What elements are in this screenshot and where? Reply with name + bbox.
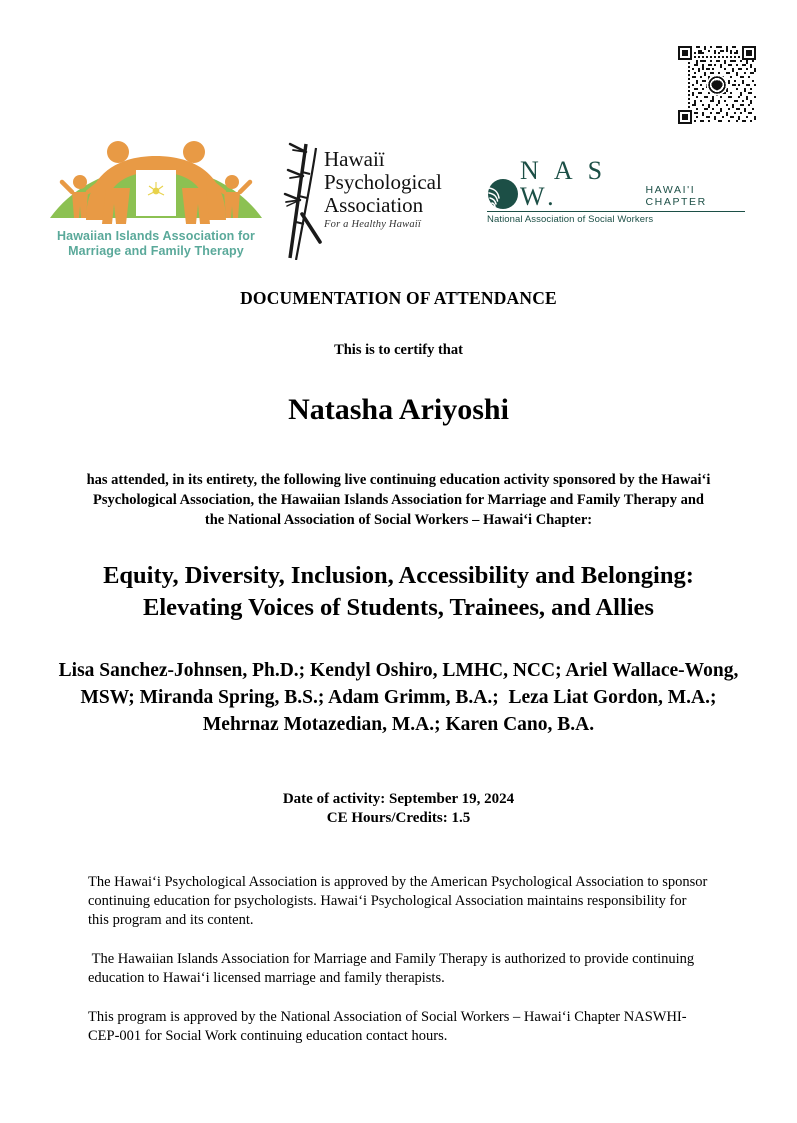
logo-hiamft <box>40 140 272 258</box>
nasw-logo-subtitle: National Association of Social Workers <box>487 214 654 225</box>
ce-hours-credits: CE Hours/Credits: 1.5 <box>326 810 471 826</box>
hpa-logo-line2: Psychological <box>324 170 442 194</box>
nasw-logo-chapter: HAWAI'I CHAPTER <box>645 184 707 208</box>
logo-strip <box>0 138 797 263</box>
page-title: DOCUMENTATION OF ATTENDANCE <box>240 288 557 308</box>
hiamft-logo-text <box>40 229 272 258</box>
hpa-logo-line1: Hawaiï <box>324 147 385 171</box>
certificate-body <box>0 288 797 1046</box>
presenter-list: Lisa Sanchez-Johnsen, Ph.D.; Kendyl Oshiro, LMHC, NCC; Ariel Wallace-Wong, MSW; Miranda Spring, B.S.; Adam Grimm, B.A.; Leza Liat Gordon, M.A.; Mehrnaz Motazedian, M.A.; Karen Cano, B.A. <box>58 660 744 735</box>
hiamft-logo-line2: Marriage and Family Therapy <box>68 243 244 258</box>
hiamft-logo-line1: Hawaiian Islands Association for <box>57 229 255 243</box>
disclaimer-section <box>0 873 797 1046</box>
certify-line: This is to certify that <box>334 342 463 358</box>
logo-nasw <box>487 156 749 225</box>
logo-hpa <box>276 142 466 262</box>
nasw-logo-top <box>487 156 749 211</box>
recipient-name: Natasha Ariyoshi <box>288 393 509 426</box>
date-of-activity: Date of activity: September 19, 2024 <box>282 791 515 807</box>
preamble-text: has attended, in its entirety, the following live continuing education activity sponsored by the Hawaiʻi Psychological Association, the Hawaiian Islands Association for Marriage and Family Therapy and the National Association of Social Workers – Hawaiʻi Chapter: <box>86 472 711 528</box>
hpa-logo-line3: Association <box>324 193 424 217</box>
activity-title: Equity, Diversity, Inclusion, Accessibility and Belonging: Elevating Voices of Students, Trainees, and Allies <box>103 562 694 621</box>
hpa-logo-text <box>324 148 469 230</box>
hiamft-logo-mark <box>40 140 272 228</box>
hpa-logo-tagline: For a Healthy Hawaiï <box>324 219 422 230</box>
qr-code[interactable] <box>676 44 758 126</box>
wave-circle-icon <box>487 178 519 210</box>
disclaimer-hpa: The Hawaiʻi Psychological Association is approved by the American Psychological Association to sponsor continuing education for psychologists. Hawaiʻi Psychological Association maintains responsibility for this program and its content. <box>88 874 711 928</box>
disclaimer-hiamft: The Hawaiian Islands Association for Marriage and Family Therapy is authorized to provide continuing education to Hawaiʻi licensed marriage and family therapists. <box>88 951 698 986</box>
nasw-logo-letters: N A S W. <box>520 156 608 211</box>
nasw-logo-divider <box>487 211 745 212</box>
activity-meta <box>0 790 797 828</box>
qr-code-graphic <box>676 44 758 126</box>
disclaimer-nasw: This program is approved by the National Association of Social Workers – Hawaiʻi Chapter NASWHI-CEP-001 for Social Work continuing education contact hours. <box>88 1009 687 1044</box>
